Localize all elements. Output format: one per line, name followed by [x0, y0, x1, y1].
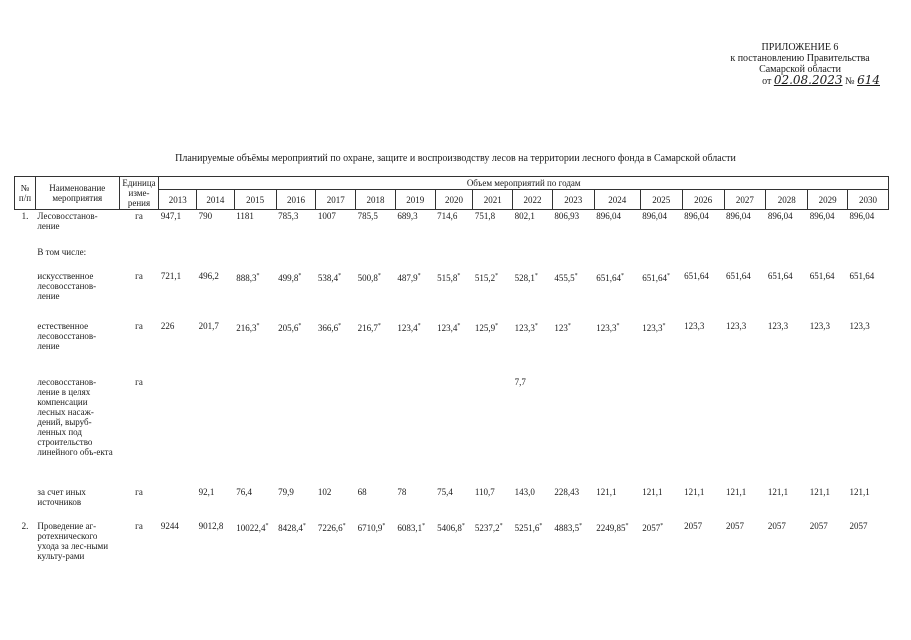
- year-header-2028: 2028: [766, 190, 808, 210]
- value-cell: [234, 376, 276, 486]
- value-cell: [724, 246, 766, 270]
- value-text: 8428,4: [278, 522, 303, 533]
- value-text: 500,8: [357, 272, 378, 283]
- value-text: 455,5: [554, 272, 575, 283]
- value-cell: [473, 520, 513, 590]
- value-cell: [724, 376, 766, 486]
- footnote-star: *: [620, 272, 624, 279]
- value-cell: [847, 246, 888, 270]
- value-cell: 651,64: [809, 270, 835, 281]
- year-header-2026: 2026: [682, 190, 724, 210]
- row-name: естественное лесовосстанов-ление: [37, 320, 97, 351]
- value-cell: 651,64: [849, 270, 875, 281]
- year-header-2016: 2016: [276, 190, 316, 210]
- footnote-star: *: [567, 322, 571, 329]
- row-name: Лесовосстанов-ление: [37, 211, 98, 231]
- value-cell: [552, 270, 594, 320]
- value-cell: [473, 270, 513, 320]
- footnote-star: *: [298, 272, 302, 279]
- value-cell: 2057: [767, 520, 786, 531]
- value-cell: 78: [397, 486, 407, 497]
- value-cell: [435, 376, 473, 486]
- year-header-2020: 2020: [435, 190, 473, 210]
- value-text: 5406,8: [437, 522, 462, 533]
- value-cell: [395, 246, 435, 270]
- value-cell: [234, 270, 276, 320]
- footnote-star: *: [457, 272, 461, 279]
- value-text: 123,3: [514, 322, 535, 333]
- value-cell: [234, 320, 276, 376]
- footnote-star: *: [574, 272, 578, 279]
- value-cell: 123,3: [767, 320, 789, 331]
- row-num: 1.: [21, 211, 29, 221]
- value-text: 123,3: [596, 322, 617, 333]
- value-cell: 651,64: [767, 270, 793, 281]
- appendix-line-1: к постановлению Правительства: [730, 53, 870, 64]
- value-cell: 121,1: [684, 486, 705, 497]
- row-num: 2.: [21, 520, 29, 531]
- value-cell: [159, 246, 197, 270]
- value-cell: [594, 270, 640, 320]
- value-cell: 143,0: [514, 486, 535, 497]
- value-cell: [159, 376, 197, 486]
- value-cell: [435, 320, 473, 376]
- value-text: 5251,6: [514, 522, 540, 533]
- value-cell: [435, 246, 473, 270]
- header-num: № п/п: [15, 177, 36, 210]
- appendix-date-line: [700, 75, 900, 87]
- decree-number: 614: [857, 73, 880, 87]
- footnote-star: *: [342, 522, 346, 529]
- value-cell: 651,64: [684, 270, 709, 281]
- header-name: Наименование мероприятия: [35, 177, 119, 210]
- footnote-star: *: [667, 272, 671, 279]
- value-text: 487,9: [397, 272, 418, 283]
- value-cell: 496,2: [198, 270, 219, 281]
- value-cell: 751,8: [474, 211, 496, 221]
- value-cell: [640, 246, 682, 270]
- value-cell: [356, 320, 396, 376]
- value-cell: [435, 270, 473, 320]
- value-cell: 121,1: [642, 486, 663, 497]
- footnote-star: *: [302, 522, 306, 529]
- value-cell: 802,1: [514, 211, 535, 221]
- header-unit: Единица изме-рения: [119, 177, 159, 210]
- row-unit: га: [135, 520, 143, 531]
- value-cell: [640, 270, 682, 320]
- value-cell: [513, 320, 553, 376]
- value-text: 216,7: [357, 322, 378, 333]
- row-unit: га: [135, 486, 143, 497]
- value-cell: 102: [317, 486, 332, 497]
- value-cell: 790: [198, 211, 213, 221]
- row-num: [15, 376, 36, 486]
- value-cell: 123,3: [684, 320, 705, 331]
- value-cell: [356, 376, 396, 486]
- value-cell: [640, 520, 682, 590]
- value-cell: 121,1: [809, 486, 830, 497]
- table-header: [15, 177, 889, 210]
- value-text: 5237,2: [474, 522, 500, 533]
- value-cell: 1007: [317, 211, 336, 221]
- row-unit: га: [135, 376, 143, 387]
- value-text: 515,8: [437, 272, 458, 283]
- value-cell: 2057: [849, 520, 868, 531]
- year-header-2014: 2014: [197, 190, 235, 210]
- value-cell: 7,7: [514, 376, 526, 387]
- value-cell: 92,1: [198, 486, 215, 497]
- value-cell: 121,1: [767, 486, 789, 497]
- value-cell: [276, 376, 316, 486]
- footnote-star: *: [534, 322, 538, 329]
- value-cell: [594, 520, 640, 590]
- value-cell: [552, 246, 594, 270]
- value-cell: 79,9: [278, 486, 294, 497]
- year-header-2013: 2013: [159, 190, 197, 210]
- value-cell: [234, 520, 276, 590]
- table-row: [15, 376, 889, 486]
- table-row: [15, 320, 889, 376]
- appendix-title: ПРИЛОЖЕНИЕ 6: [761, 42, 839, 53]
- value-cell: 806,93: [554, 211, 580, 221]
- footnote-star: *: [662, 322, 666, 329]
- value-cell: [234, 246, 276, 270]
- value-cell: [808, 246, 848, 270]
- value-cell: [847, 376, 888, 486]
- value-text: 123,3: [642, 322, 663, 333]
- value-cell: [594, 376, 640, 486]
- row-num: [15, 246, 36, 270]
- value-cell: 721,1: [160, 270, 182, 281]
- value-cell: 947,1: [160, 211, 182, 221]
- value-cell: [197, 246, 235, 270]
- from-label: от: [762, 76, 772, 87]
- value-cell: [159, 486, 197, 520]
- value-text: 538,4: [317, 272, 339, 283]
- year-header-2030: 2030: [847, 190, 888, 210]
- value-cell: 1181: [236, 211, 254, 221]
- value-text: 528,1: [514, 272, 535, 283]
- table-row: [15, 520, 889, 590]
- row-unit: га: [135, 320, 143, 331]
- year-header-2019: 2019: [395, 190, 435, 210]
- footnote-star: *: [417, 322, 421, 329]
- value-text: 216,3: [236, 322, 257, 333]
- footnote-star: *: [377, 322, 381, 329]
- value-cell: 121,1: [849, 486, 870, 497]
- footnote-star: *: [338, 272, 342, 279]
- value-cell: 2057: [809, 520, 828, 531]
- row-unit: [119, 246, 159, 270]
- value-cell: 123,3: [809, 320, 830, 331]
- value-text: 515,2: [474, 272, 496, 283]
- value-text: 10022,4: [236, 522, 266, 533]
- year-header-2021: 2021: [473, 190, 513, 210]
- value-cell: [552, 320, 594, 376]
- footnote-star: *: [417, 272, 421, 279]
- row-num: [15, 486, 36, 520]
- value-text: 205,6: [278, 322, 299, 333]
- value-text: 6710,9: [357, 522, 383, 533]
- row-num: [15, 270, 36, 320]
- year-header-2017: 2017: [316, 190, 356, 210]
- value-text: 651,64: [642, 272, 668, 283]
- value-cell: [435, 520, 473, 590]
- value-cell: 121,1: [596, 486, 617, 497]
- value-cell: [766, 246, 808, 270]
- value-text: 123: [554, 322, 568, 333]
- value-cell: [395, 520, 435, 590]
- header-volume: Объем мероприятий по годам: [159, 177, 889, 190]
- value-cell: [513, 520, 553, 590]
- footnote-star: *: [457, 322, 461, 329]
- value-cell: [197, 376, 235, 486]
- value-cell: [594, 246, 640, 270]
- value-cell: [766, 376, 808, 486]
- value-cell: 689,3: [397, 211, 418, 221]
- footnote-star: *: [495, 272, 499, 279]
- footnote-star: *: [539, 522, 543, 529]
- value-cell: [276, 520, 316, 590]
- value-cell: 121,1: [726, 486, 747, 497]
- year-header-2029: 2029: [808, 190, 848, 210]
- year-header-2018: 2018: [356, 190, 396, 210]
- value-cell: [356, 270, 396, 320]
- value-cell: [513, 270, 553, 320]
- value-cell: 110,7: [474, 486, 495, 497]
- value-text: 651,64: [596, 272, 621, 283]
- decree-date: 02.08.2023: [773, 73, 843, 87]
- value-cell: 123,3: [726, 320, 747, 331]
- value-text: 123,4: [437, 322, 458, 333]
- value-text: 2057: [642, 522, 661, 533]
- value-text: 6083,1: [397, 522, 423, 533]
- value-text: 123,4: [397, 322, 418, 333]
- row-name: В том числе:: [37, 246, 87, 257]
- table-row: [15, 486, 889, 520]
- value-cell: [316, 246, 356, 270]
- value-cell: 226: [160, 320, 175, 331]
- footnote-star: *: [616, 322, 620, 329]
- value-cell: 896,04: [849, 211, 875, 221]
- value-cell: 785,3: [278, 211, 299, 221]
- table-row: [15, 246, 889, 270]
- value-cell: [356, 520, 396, 590]
- footnote-star: *: [422, 522, 426, 529]
- value-cell: 68: [357, 486, 367, 497]
- value-cell: 123,3: [849, 320, 870, 331]
- year-header-2015: 2015: [234, 190, 276, 210]
- value-cell: 75,4: [437, 486, 453, 497]
- footnote-star: *: [499, 522, 503, 529]
- value-cell: [808, 376, 848, 486]
- value-text: 2249,85: [596, 522, 626, 533]
- appendix-line-2: Самарской области: [759, 64, 841, 75]
- value-cell: [395, 320, 435, 376]
- footnote-star: *: [338, 322, 342, 329]
- value-cell: [356, 246, 396, 270]
- value-cell: [316, 270, 356, 320]
- value-cell: 2057: [726, 520, 744, 531]
- value-cell: [552, 520, 594, 590]
- row-name: лесовосстанов-ление в целях компенсации лесных насаж-дений, выруб-ленных под строительство линейного объ-екта: [37, 376, 113, 457]
- value-cell: 9012,8: [198, 520, 224, 531]
- value-cell: [473, 320, 513, 376]
- value-cell: [640, 376, 682, 486]
- year-header-2022: 2022: [513, 190, 553, 210]
- value-cell: 896,04: [809, 211, 835, 221]
- value-cell: [552, 376, 594, 486]
- value-cell: [640, 320, 682, 376]
- footnote-star: *: [298, 322, 302, 329]
- value-cell: [276, 246, 316, 270]
- footnote-star: *: [579, 522, 583, 529]
- row-name: за счет иных источников: [37, 486, 86, 507]
- value-cell: 896,04: [726, 211, 751, 221]
- value-text: 4883,5: [554, 522, 580, 533]
- value-cell: [395, 376, 435, 486]
- value-text: 125,9: [474, 322, 496, 333]
- value-text: 888,3: [236, 272, 257, 283]
- year-header-2023: 2023: [552, 190, 594, 210]
- value-cell: 896,04: [767, 211, 793, 221]
- value-cell: [276, 270, 316, 320]
- value-cell: [473, 376, 513, 486]
- table-row: [15, 270, 889, 320]
- value-cell: [316, 376, 356, 486]
- footnote-star: *: [265, 522, 269, 529]
- table-body: [15, 210, 889, 590]
- value-text: 499,8: [278, 272, 299, 283]
- value-cell: 201,7: [198, 320, 219, 331]
- page-title: Планируемые объёмы мероприятий по охране, защите и воспроизводству лесов на территории лесного фонда в Самарской области: [175, 153, 736, 164]
- value-text: 366,6: [317, 322, 339, 333]
- value-cell: 896,04: [596, 211, 621, 221]
- appendix-block: [700, 42, 900, 87]
- value-cell: [682, 376, 724, 486]
- footnote-star: *: [377, 272, 381, 279]
- footnote-star: *: [256, 322, 260, 329]
- value-cell: 896,04: [642, 211, 668, 221]
- footnote-star: *: [660, 522, 664, 529]
- value-cell: 2057: [684, 520, 703, 531]
- footnote-star: *: [461, 522, 465, 529]
- footnote-star: *: [495, 322, 499, 329]
- row-num: [15, 320, 36, 376]
- value-cell: 651,64: [726, 270, 751, 281]
- value-cell: [682, 246, 724, 270]
- value-cell: 76,4: [236, 486, 252, 497]
- table-row: [15, 210, 889, 246]
- value-cell: [316, 320, 356, 376]
- number-label: №: [845, 76, 855, 87]
- measures-table: [14, 176, 889, 590]
- value-cell: 228,43: [554, 486, 580, 497]
- footnote-star: *: [625, 522, 629, 529]
- value-cell: 896,04: [684, 211, 709, 221]
- year-header-2025: 2025: [640, 190, 682, 210]
- value-text: 7226,6: [317, 522, 343, 533]
- value-cell: [473, 246, 513, 270]
- footnote-star: *: [382, 522, 386, 529]
- year-header-2027: 2027: [724, 190, 766, 210]
- row-unit: га: [135, 211, 143, 221]
- value-cell: 785,5: [357, 211, 378, 221]
- value-cell: 9244: [160, 520, 179, 531]
- row-unit: га: [135, 270, 143, 281]
- value-cell: [316, 520, 356, 590]
- footnote-star: *: [256, 272, 260, 279]
- value-cell: [594, 320, 640, 376]
- row-name: искусственное лесовосстанов-ление: [37, 270, 97, 301]
- value-cell: 714,6: [437, 211, 458, 221]
- footnote-star: *: [534, 272, 538, 279]
- value-cell: [395, 270, 435, 320]
- value-cell: [276, 320, 316, 376]
- value-cell: [513, 246, 553, 270]
- row-name: Проведение аг-ротехнического ухода за лес-ными культу-рами: [37, 520, 109, 561]
- year-header-2024: 2024: [594, 190, 640, 210]
